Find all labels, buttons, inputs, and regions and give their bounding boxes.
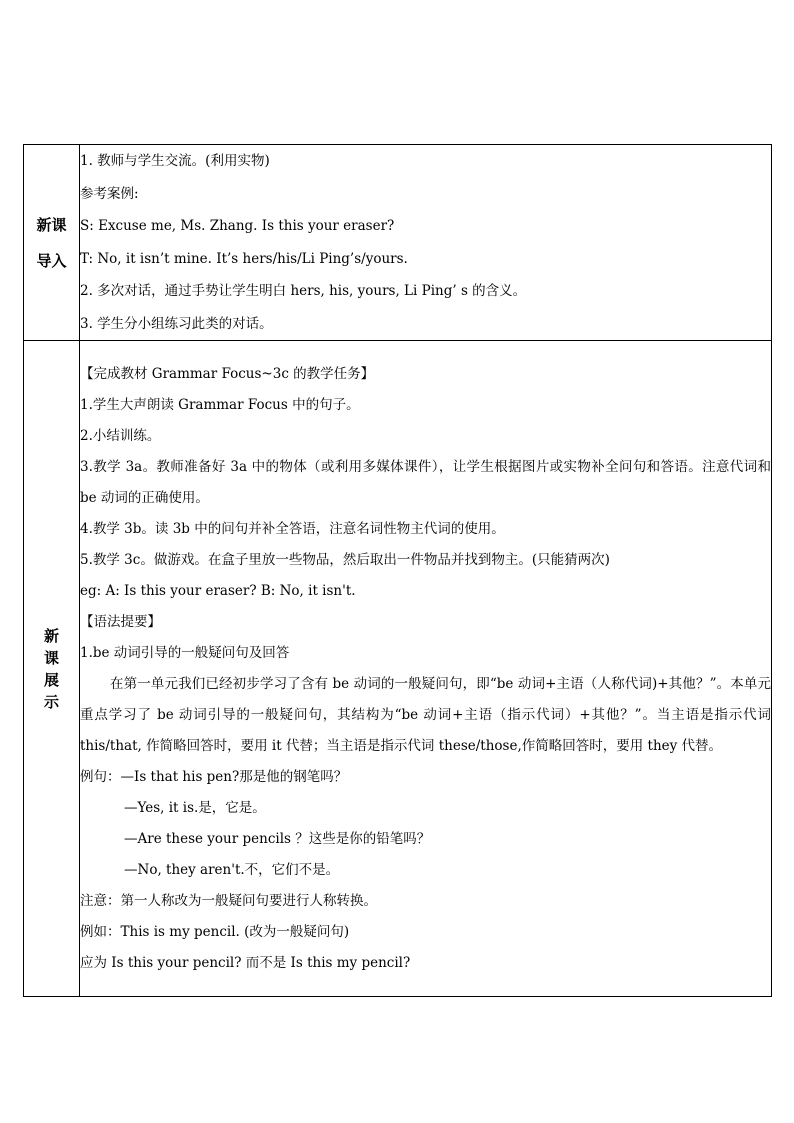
intro-line: 1. 教师与学生交流。(利用实物) xyxy=(80,153,270,169)
intro-label-line1: 新课 xyxy=(36,215,67,234)
grammar-section-title: 【语法提要】 xyxy=(80,613,161,630)
note-example: 例如：This is my pencil. (改为一般疑问句) xyxy=(80,923,350,940)
intro-line: T: No, it isn’t mine. It’s hers/his/Li Ping’s/yours. xyxy=(80,250,408,267)
intro-line: 2. 多次对话，通过手势让学生明白 hers, his, yours, Li Ping’ s 的含义。 xyxy=(80,283,527,299)
intro-line: 3. 学生分小组练习此类的对话。 xyxy=(80,315,273,332)
example-sentence: —Are these your pencils ？这些是你的铅笔吗？ xyxy=(124,830,431,847)
example-sentence: —No, they aren't.不，它们不是。 xyxy=(124,861,340,878)
grammar-paragraph xyxy=(80,669,771,762)
grammar-paragraph-text: 在第一单元我们已经初步学习了含有 be 动词的一般疑问句，即“be 动词+主语（人称代词)+其他？”。本单元重点学习了 be 动词引导的一般疑问句，其结构为“be 动词+主语（指示代词）+其他？”。当主语是指示代词 this/that, 作简略回答时，要用 it 代替；当主语是指示代词 these/those,作简略回答时，要用 they 代替。 xyxy=(80,675,771,754)
presentation-content-cell xyxy=(80,341,772,997)
grammar-point-title: 1.be 动词引导的一般疑问句及回答 xyxy=(80,644,290,661)
note-answer: 应为 Is this your pencil? 而不是 Is this my pencil? xyxy=(80,954,411,971)
intro-line: 参考案例: xyxy=(80,185,139,202)
lesson-plan-table xyxy=(23,144,772,997)
intro-label-cell xyxy=(24,145,80,341)
intro-label-line2: 导入 xyxy=(36,251,67,270)
presentation-label-char: 示 xyxy=(43,692,59,711)
note-text: 注意：第一人称改为一般疑问句要进行人称转换。 xyxy=(80,892,377,909)
task-item: 5.教学 3c。做游戏。在盒子里放一些物品，然后取出一件物品并找到物主。(只能猜两次) xyxy=(80,551,610,568)
example-sentence: —Yes, it is.是，它是。 xyxy=(124,799,266,816)
task-item: 3.教学 3a。教师准备好 3a 中的物体（或利用多媒体课件），让学生根据图片或实物补全问句和答语。注意代词和 be 动词的正确使用。 xyxy=(80,458,771,506)
presentation-label-char: 新 xyxy=(43,626,59,645)
example-dialogue: eg: A: Is this your eraser? B: No, it isn't. xyxy=(80,582,356,599)
presentation-label-char: 课 xyxy=(43,648,59,667)
task-section-title: 【完成教材 Grammar Focus~3c 的教学任务】 xyxy=(80,365,375,382)
intro-content-cell xyxy=(80,145,772,341)
lesson-intro-row xyxy=(24,145,772,341)
presentation-label-cell xyxy=(24,341,80,997)
task-item: 2.小结训练。 xyxy=(80,427,161,444)
example-sentence: 例句：—Is that his pen?那是他的钢笔吗？ xyxy=(80,768,348,785)
task-item: 4.教学 3b。读 3b 中的问句并补全答语，注意名词性物主代词的使用。 xyxy=(80,520,505,537)
task-item: 1.学生大声朗读 Grammar Focus 中的句子。 xyxy=(80,396,360,413)
lesson-presentation-row xyxy=(24,341,772,997)
presentation-label-char: 展 xyxy=(43,670,59,689)
intro-line: S: Excuse me, Ms. Zhang. Is this your eraser? xyxy=(80,218,395,234)
